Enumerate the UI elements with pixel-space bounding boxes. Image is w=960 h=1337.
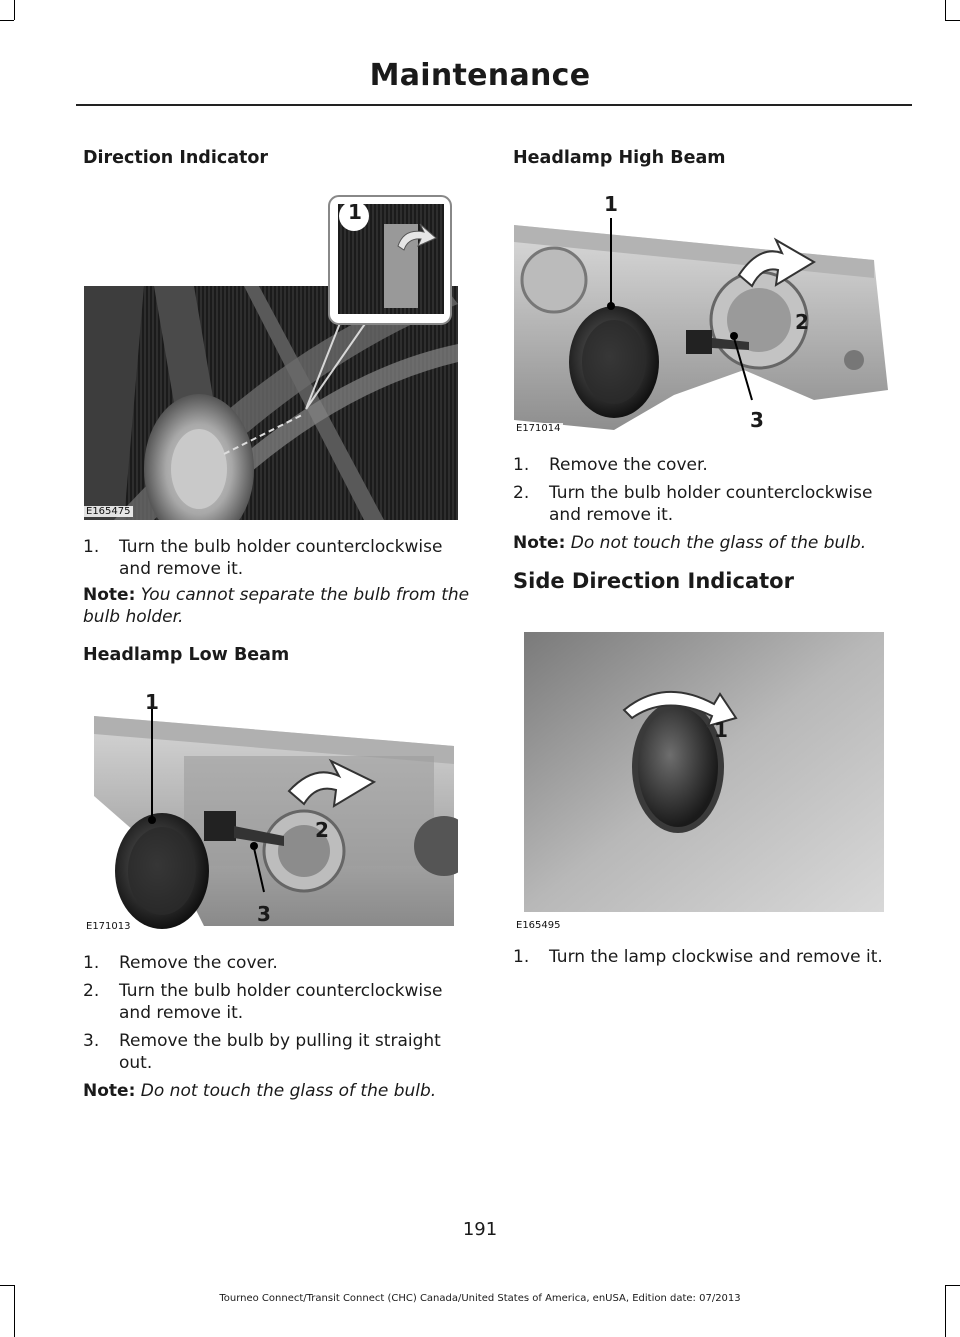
crop-mark bbox=[945, 1285, 960, 1286]
callout-1: 1 bbox=[348, 200, 362, 224]
direction-indicator-figure bbox=[84, 194, 458, 520]
step-text: Turn the bulb holder counterclockwise and remove it. bbox=[119, 981, 443, 1023]
low-beam-heading: Headlamp Low Beam bbox=[83, 645, 290, 665]
callout-1: 1 bbox=[145, 690, 159, 714]
figure-id: E165495 bbox=[516, 920, 561, 931]
list-item bbox=[513, 482, 908, 526]
footer-text: Tourneo Connect/Transit Connect (CHC) Canada/United States of America, enUSA, Edition date: 07/2013 bbox=[219, 1293, 741, 1304]
step-number: 1. bbox=[83, 953, 100, 973]
crop-mark bbox=[0, 20, 14, 21]
direction-indicator-heading: Direction Indicator bbox=[83, 148, 269, 168]
callout-2: 2 bbox=[315, 818, 329, 842]
callout-1: 1 bbox=[714, 718, 728, 742]
list-item bbox=[83, 536, 478, 580]
callout-1: 1 bbox=[604, 192, 618, 216]
step-text: Remove the bulb by pulling it straight out. bbox=[119, 1031, 441, 1073]
note-label: Note: bbox=[83, 1081, 136, 1101]
side-indicator-figure bbox=[514, 632, 888, 932]
note-text: Do not touch the glass of the bulb. bbox=[570, 533, 867, 553]
callout-2: 2 bbox=[795, 310, 809, 334]
header-divider bbox=[76, 104, 912, 106]
list-item bbox=[83, 980, 478, 1024]
direction-indicator-steps bbox=[83, 536, 478, 580]
list-item bbox=[83, 952, 478, 974]
side-indicator-steps bbox=[513, 946, 908, 968]
step-number: 3. bbox=[83, 1031, 100, 1051]
note-label: Note: bbox=[83, 585, 136, 605]
crop-mark bbox=[945, 0, 946, 20]
high-beam-note bbox=[513, 532, 908, 554]
step-text: Remove the cover. bbox=[549, 455, 708, 475]
page-header-title: Maintenance bbox=[369, 58, 591, 93]
high-beam-figure bbox=[514, 190, 888, 438]
crop-mark bbox=[14, 0, 15, 20]
step-text: Turn the bulb holder counterclockwise and remove it. bbox=[549, 483, 873, 525]
low-beam-figure bbox=[84, 686, 458, 936]
note-text: Do not touch the glass of the bulb. bbox=[140, 1081, 437, 1101]
step-number: 1. bbox=[513, 947, 530, 967]
figure-id: E171013 bbox=[86, 921, 131, 932]
step-number: 2. bbox=[513, 483, 530, 503]
crop-mark bbox=[945, 20, 960, 21]
callout-3: 3 bbox=[750, 408, 764, 432]
list-item bbox=[513, 946, 908, 968]
list-item bbox=[83, 1030, 478, 1074]
high-beam-heading: Headlamp High Beam bbox=[513, 148, 726, 168]
low-beam-steps bbox=[83, 952, 478, 1074]
step-text: Turn the lamp clockwise and remove it. bbox=[549, 947, 883, 967]
step-number: 1. bbox=[513, 455, 530, 475]
figure-id: E171014 bbox=[516, 423, 561, 434]
step-number: 2. bbox=[83, 981, 100, 1001]
page-number: 191 bbox=[462, 1219, 498, 1240]
side-indicator-heading: Side Direction Indicator bbox=[513, 569, 794, 593]
crop-mark bbox=[0, 1285, 14, 1286]
figure-id: E165475 bbox=[86, 506, 131, 517]
step-number: 1. bbox=[83, 537, 100, 557]
step-text: Turn the bulb holder counterclockwise and remove it. bbox=[119, 537, 443, 579]
high-beam-steps bbox=[513, 454, 908, 526]
note-label: Note: bbox=[513, 533, 566, 553]
note-text: You cannot separate the bulb from the bulb holder. bbox=[83, 585, 470, 627]
direction-indicator-note bbox=[83, 584, 478, 628]
list-item bbox=[513, 454, 908, 476]
low-beam-note bbox=[83, 1080, 478, 1102]
callout-3: 3 bbox=[257, 902, 271, 926]
step-text: Remove the cover. bbox=[119, 953, 278, 973]
